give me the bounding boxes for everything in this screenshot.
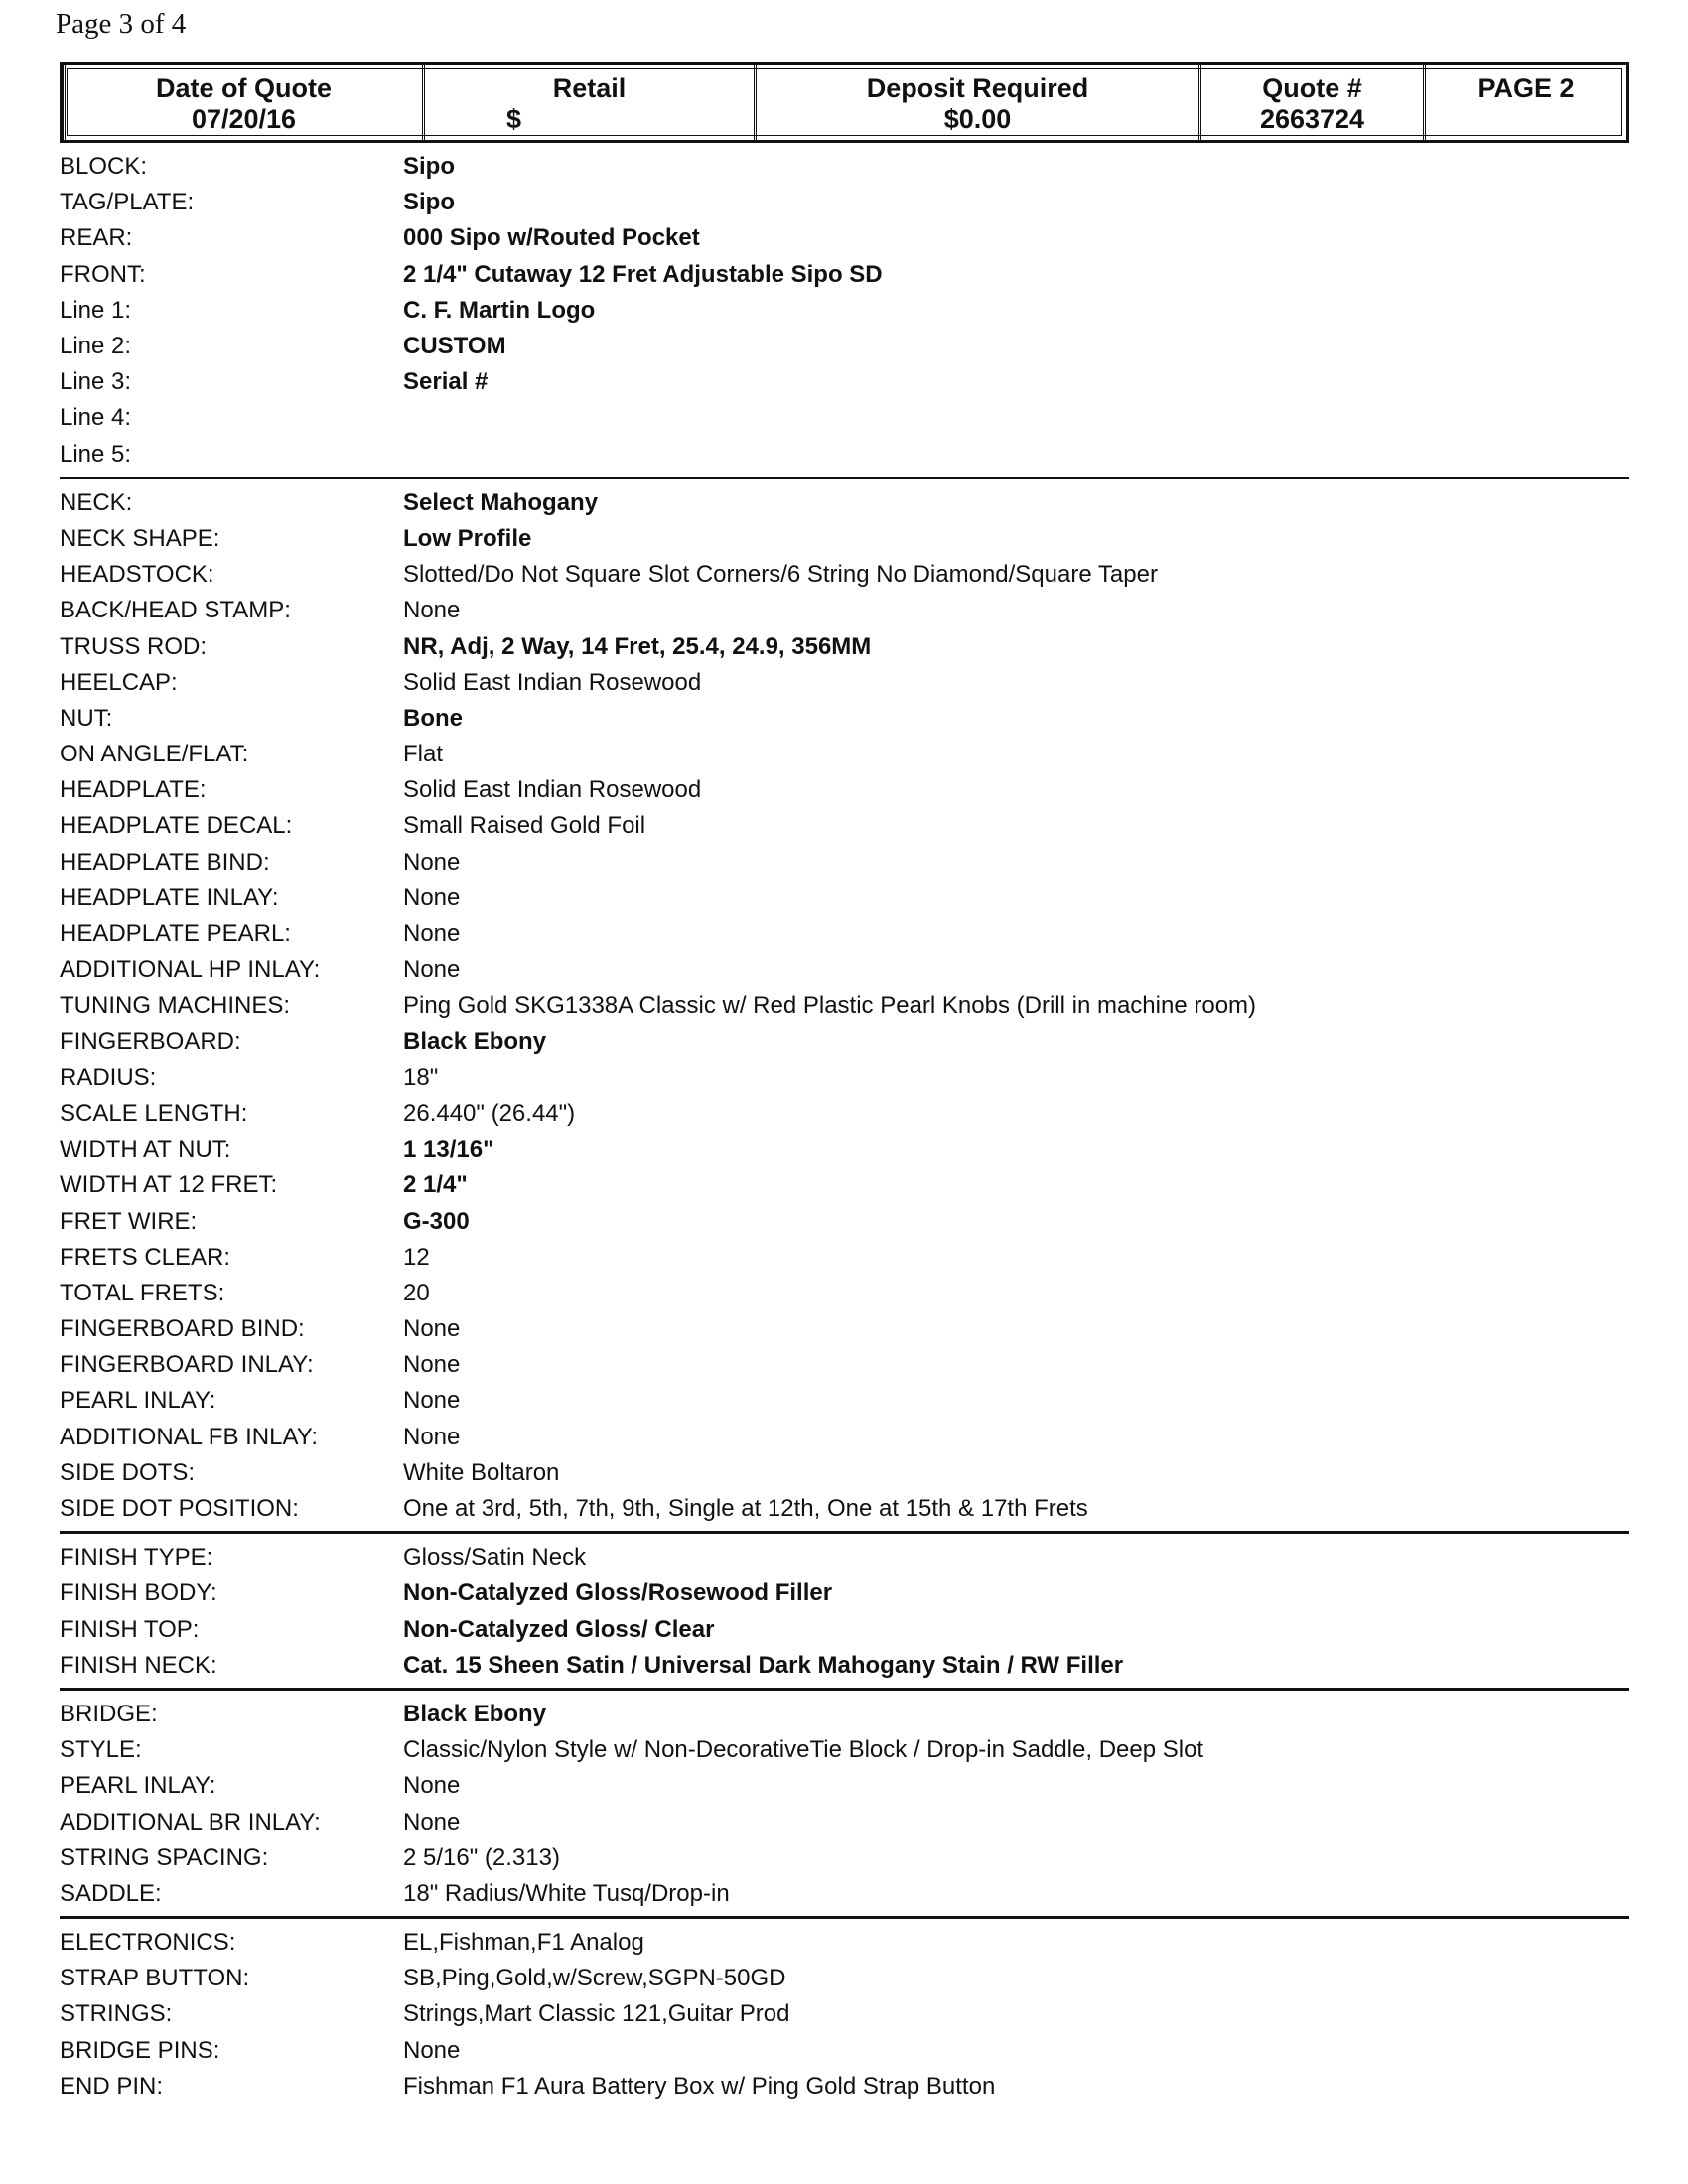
spec-row [60,364,1629,400]
spec-value: Non-Catalyzed Gloss/ Clear [403,1615,715,1643]
spec-value: Serial # [403,368,489,396]
spec-value: Flat [403,741,444,768]
spec-value: Small Raised Gold Foil [403,812,646,840]
quote-header-table [60,62,1629,143]
spec-row [60,329,1629,364]
spec-row [60,1491,1629,1527]
spec-row [60,485,1629,521]
spec-row [60,1732,1629,1768]
spec-label: FRONT: [60,260,146,288]
spec-label: NUT: [60,704,113,732]
spec-value: Fishman F1 Aura Battery Box w/ Ping Gold Strap Button [403,2072,996,2100]
spec-value: G-300 [403,1207,470,1235]
spec-label: TOTAL FRETS: [60,1279,225,1306]
spec-label: TUNING MACHINES: [60,992,291,1020]
spec-label: ADDITIONAL HP INLAY: [60,956,321,984]
spec-value: 12 [403,1243,430,1271]
spec-row [60,988,1629,1024]
spec-value: None [403,1808,461,1836]
spec-row [60,1996,1629,2032]
spec-label: Line 2: [60,333,132,360]
spec-value: Cat. 15 Sheen Satin / Universal Dark Mahogany Stain / RW Filler [403,1651,1124,1679]
spec-row [60,437,1629,473]
spec-row [60,1311,1629,1347]
spec-value: None [403,884,461,911]
spec-value: Non-Catalyzed Gloss/Rosewood Filler [403,1579,833,1607]
spec-label: STRING SPACING: [60,1843,269,1871]
spec-label: HEADPLATE DECAL: [60,812,293,840]
spec-value: White Boltaron [403,1458,560,1486]
spec-label: NECK: [60,488,133,516]
retail-value: $ [506,104,522,134]
retail-cell [422,65,754,140]
spec-label: Line 4: [60,404,132,432]
spec-row [60,772,1629,808]
spec-value: Black Ebony [403,1700,547,1727]
spec-row [60,1540,1629,1575]
spec-value: Gloss/Satin Neck [403,1544,587,1571]
date-of-quote-label: Date of Quote [155,73,332,103]
spec-value: SB,Ping,Gold,w/Screw,SGPN-50GD [403,1965,786,1992]
spec-value: None [403,1315,461,1343]
spec-value: None [403,956,461,984]
spec-value: None [403,1351,461,1379]
spec-value: 000 Sipo w/Routed Pocket [403,224,700,252]
spec-label: PEARL INLAY: [60,1387,216,1415]
spec-row [60,1697,1629,1732]
quote-number-value: 2663724 [1259,104,1365,134]
spec-value: C. F. Martin Logo [403,296,596,324]
spec-label: FINGERBOARD INLAY: [60,1351,314,1379]
page-number: Page 3 of 4 [56,8,187,40]
spec-value: NR, Adj, 2 Way, 14 Fret, 25.4, 24.9, 356MM [403,632,872,660]
spec-value: None [403,920,461,948]
spec-value: None [403,1387,461,1415]
spec-label: ON ANGLE/FLAT: [60,741,249,768]
spec-label: HEELCAP: [60,668,178,696]
date-of-quote-cell [63,65,422,140]
spec-label: Line 3: [60,368,132,396]
spec-value: Select Mahogany [403,488,599,516]
spec-row [60,1347,1629,1383]
spec-label: REAR: [60,224,133,252]
spec-value: 2 1/4" Cutaway 12 Fret Adjustable Sipo SD [403,260,883,288]
spec-label: Line 5: [60,440,132,468]
spec-row [60,1804,1629,1840]
spec-label: PEARL INLAY: [60,1772,216,1800]
spec-row [60,1575,1629,1611]
spec-value: 2 5/16" (2.313) [403,1843,560,1871]
spec-label: WIDTH AT 12 FRET: [60,1171,278,1199]
spec-section [60,149,1629,479]
spec-row [60,952,1629,988]
spec-value: 2 1/4" [403,1171,468,1199]
spec-row [60,916,1629,952]
spec-label: STRINGS: [60,2000,173,2028]
spec-value: CUSTOM [403,333,506,360]
spec-label: BACK/HEAD STAMP: [60,597,291,624]
spec-row [60,400,1629,436]
quote-number-label: Quote # [1262,73,1362,103]
spec-value: None [403,2036,461,2064]
spec-label: HEADPLATE PEARL: [60,920,291,948]
spec-value: Black Ebony [403,1027,547,1055]
spec-row [60,2033,1629,2069]
spec-value: 18" Radius/White Tusq/Drop-in [403,1879,730,1907]
spec-value: Low Profile [403,524,532,552]
spec-label: STRAP BUTTON: [60,1965,250,1992]
spec-label: BLOCK: [60,153,148,181]
spec-sections [60,149,1629,2115]
spec-value: Classic/Nylon Style w/ Non-DecorativeTie Block / Drop-in Saddle, Deep Slot [403,1736,1204,1764]
spec-row [60,628,1629,664]
spec-label: FRET WIRE: [60,1207,198,1235]
spec-value: EL,Fishman,F1 Analog [403,1929,644,1957]
spec-value: Slotted/Do Not Square Slot Corners/6 String No Diamond/Square Taper [403,561,1158,589]
spec-row [60,1455,1629,1491]
spec-row [60,593,1629,628]
spec-row [60,701,1629,737]
spec-value: Sipo [403,189,455,216]
spec-row [60,220,1629,256]
spec-label: HEADPLATE INLAY: [60,884,279,911]
spec-section [60,485,1629,1534]
spec-row [60,1203,1629,1239]
spec-row [60,1024,1629,1060]
spec-value: 18" [403,1063,439,1091]
spec-value: None [403,597,461,624]
spec-row [60,1612,1629,1648]
spec-row [60,185,1629,220]
spec-label: FINISH TOP: [60,1615,200,1643]
spec-row [60,665,1629,701]
spec-label: WIDTH AT NUT: [60,1136,231,1163]
spec-label: HEADPLATE BIND: [60,848,270,876]
spec-value: None [403,1772,461,1800]
date-of-quote-value: 07/20/16 [191,104,297,134]
spec-value: 20 [403,1279,430,1306]
spec-label: ADDITIONAL FB INLAY: [60,1423,319,1450]
spec-row [60,149,1629,185]
spec-row [60,881,1629,916]
spec-row [60,1841,1629,1876]
spec-label: ADDITIONAL BR INLAY: [60,1808,321,1836]
page-label-cell [1423,65,1626,140]
deposit-required-label: Deposit Required [866,73,1089,103]
spec-row [60,1420,1629,1455]
spec-label: ELECTRONICS: [60,1929,236,1957]
spec-row [60,1096,1629,1132]
spec-label: RADIUS: [60,1063,157,1091]
deposit-required-cell [754,65,1198,140]
spec-label: TRUSS ROD: [60,632,208,660]
retail-label: Retail [552,73,627,103]
spec-label: FRETS CLEAR: [60,1243,231,1271]
spec-label: END PIN: [60,2072,164,2100]
spec-row [60,1768,1629,1804]
spec-label: NECK SHAPE: [60,524,220,552]
spec-value: One at 3rd, 5th, 7th, 9th, Single at 12th, One at 15th & 17th Frets [403,1495,1088,1523]
spec-value: Strings,Mart Classic 121,Guitar Prod [403,2000,790,2028]
spec-label: FINISH TYPE: [60,1544,213,1571]
spec-value: Bone [403,704,463,732]
quote-number-cell [1198,65,1423,140]
spec-label: TAG/PLATE: [60,189,195,216]
spec-value: None [403,848,461,876]
spec-value: Ping Gold SKG1338A Classic w/ Red Plastic Pearl Knobs (Drill in machine room) [403,992,1257,1020]
spec-label: BRIDGE: [60,1700,158,1727]
spec-row [60,1276,1629,1311]
spec-label: SADDLE: [60,1879,162,1907]
spec-section [60,1540,1629,1691]
spec-value: 1 13/16" [403,1136,494,1163]
spec-label: FINISH BODY: [60,1579,217,1607]
spec-row [60,1648,1629,1684]
spec-row [60,1132,1629,1167]
spec-row [60,557,1629,593]
spec-row [60,1167,1629,1203]
spec-label: HEADSTOCK: [60,561,214,589]
page-label: PAGE 2 [1477,73,1575,103]
spec-row [60,257,1629,293]
spec-label: FINISH NECK: [60,1651,217,1679]
spec-value: Sipo [403,153,455,181]
spec-row [60,1876,1629,1912]
spec-row [60,1925,1629,1961]
spec-row [60,1383,1629,1419]
spec-row [60,737,1629,772]
spec-row [60,1060,1629,1096]
spec-value: None [403,1423,461,1450]
spec-section [60,1697,1629,1919]
spec-label: FINGERBOARD: [60,1027,241,1055]
spec-row [60,845,1629,881]
spec-label: FINGERBOARD BIND: [60,1315,305,1343]
spec-row [60,1240,1629,1276]
spec-row [60,2069,1629,2105]
spec-label: STYLE: [60,1736,142,1764]
spec-label: Line 1: [60,296,132,324]
spec-label: SCALE LENGTH: [60,1099,248,1127]
spec-row [60,808,1629,844]
spec-label: SIDE DOT POSITION: [60,1495,299,1523]
spec-row [60,293,1629,329]
spec-value: 26.440" (26.44") [403,1099,576,1127]
spec-value: Solid East Indian Rosewood [403,776,702,804]
spec-value: Solid East Indian Rosewood [403,668,702,696]
spec-label: BRIDGE PINS: [60,2036,220,2064]
spec-label: SIDE DOTS: [60,1458,196,1486]
spec-label: HEADPLATE: [60,776,207,804]
spec-row [60,521,1629,557]
spec-row [60,1961,1629,1996]
deposit-required-value: $0.00 [943,104,1012,134]
spec-section [60,1925,1629,2109]
